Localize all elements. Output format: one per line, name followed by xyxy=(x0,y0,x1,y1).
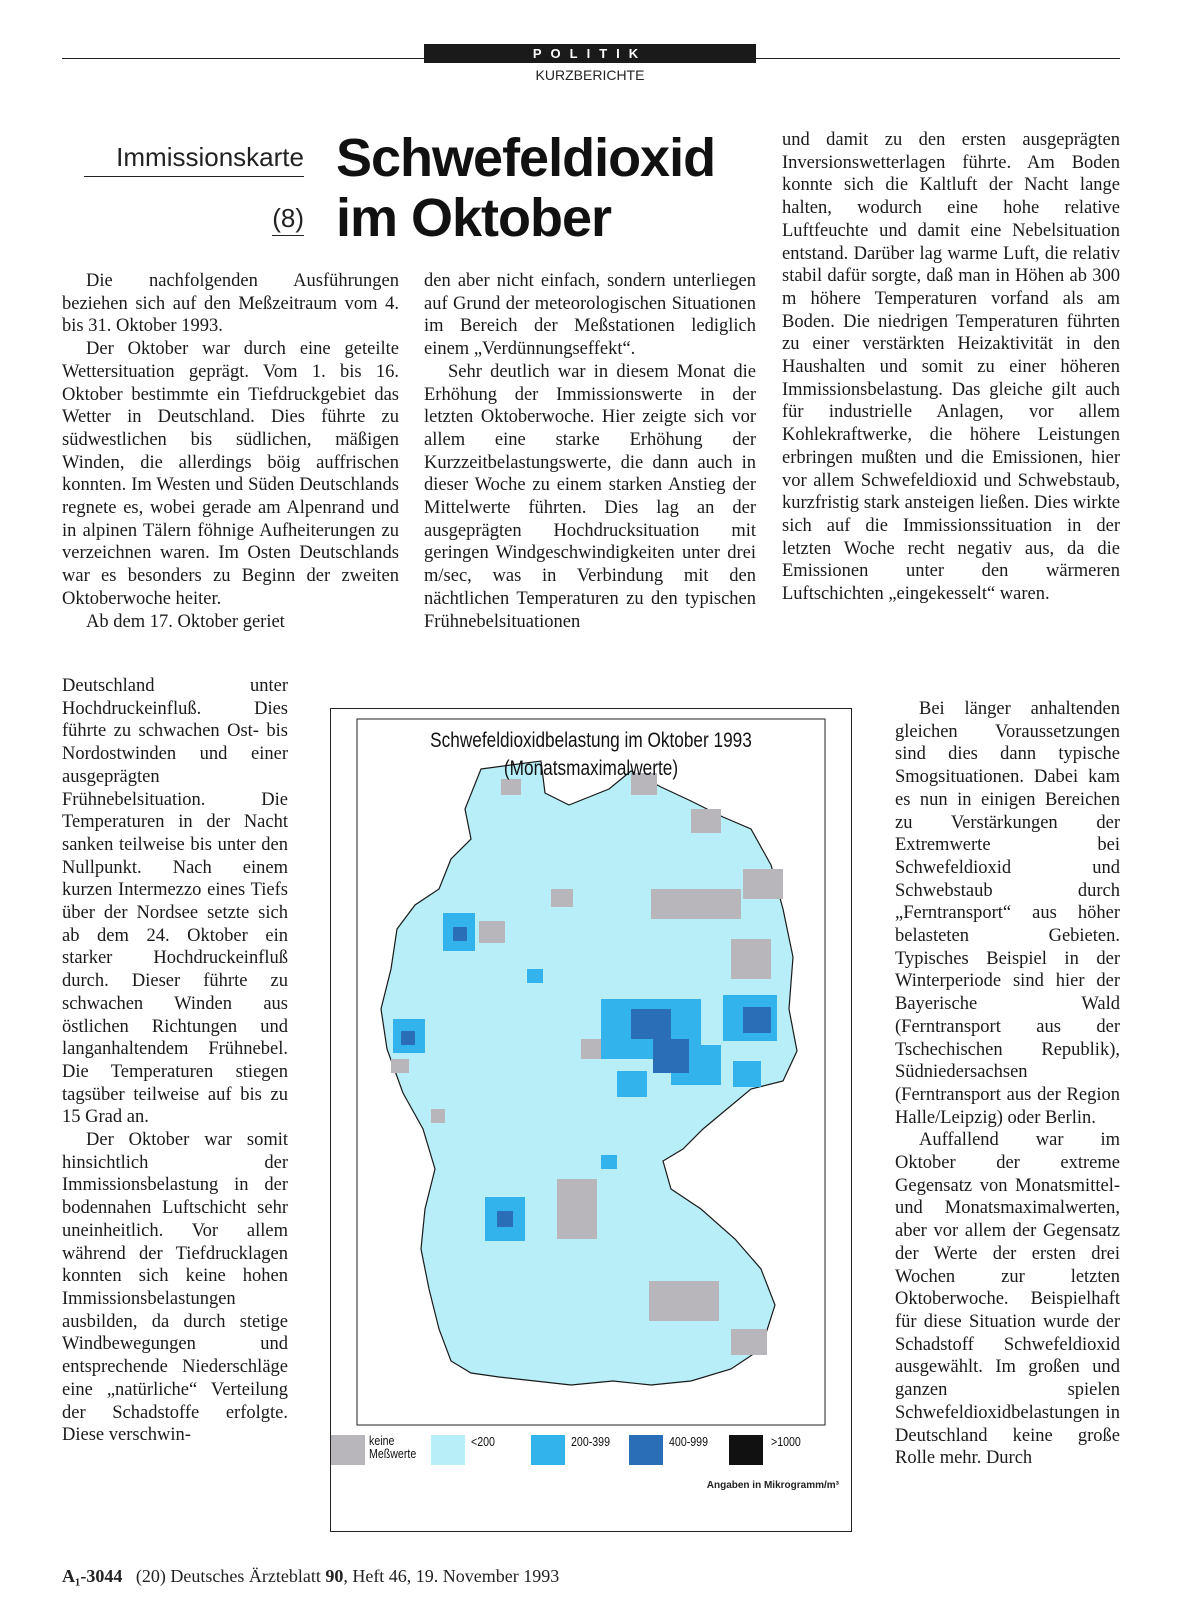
map-title xyxy=(378,727,804,783)
level-200-399-patch xyxy=(601,1155,617,1169)
series-name: Immissionskarte xyxy=(116,142,304,172)
no-data-patch xyxy=(731,1329,767,1355)
paragraph: und damit zu den ersten ausgeprägten Inversionswetterlagen führte. Am Boden konnte sich die Kaltluft der Nacht lange halten, wodurch eine hohe relative Luftfeuchte und damit eine Nebelsituation entstand. Darüber lag warme Luft, die relativ stabil dafür sorgte, daß man in Höhen ab 300 m höhere Temperaturen vorfand als am Boden. Die niedrigen Temperaturen führten zu einer verstärkten Heizaktivität in den Haushalten und somit zu einer höheren Immissionsbelastung. Das gleiche gilt auch für industrielle Anlagen, vor allem Kohlekraftwerke, die höhere Leistungen erbringen mußten und die Emissionen, hier vor allem Schwefeldioxid und Schwebstaub, kurzfristig stark ansteigen ließen. Dies wirkte sich auf die Immissionssituation in der letzten Woche recht negativ aus, da die Emissionen unter den wärmeren Luftschichten „eingekesselt“ waren. xyxy=(782,130,1120,605)
map-title-line-1: Schwefeldioxidbelastung im Oktober 1993 xyxy=(430,729,752,752)
issue-date: , Heft 46, 19. November 1993 xyxy=(343,1566,560,1586)
no-data-patch xyxy=(431,1109,445,1123)
no-data-patch xyxy=(651,889,741,919)
series-number: (8) xyxy=(84,203,304,234)
legend-label-200-399: 200-399 xyxy=(571,1435,610,1449)
paragraph: Der Oktober war durch eine geteilte Wettersituation geprägt. Vom 1. bis 16. Oktober bestimmte ein Tiefdruckgebiet das Wetter in Deutschland. Dies führte zu südwestlichen bis südlichen, mäßigen Winden, die allerdings böig auffrischen konnten. Im Westen und Süden Deutschlands regnete es, wobei gerade am Alpenrand und in alpinen Tälern föhnige Aufheiterungen zu verzeichnen waren. Im Osten Deutschlands war es besonders zu Beginn der zweiten Oktoberwoche heiter. xyxy=(62,339,399,609)
legend-swatch-no-data xyxy=(331,1435,365,1465)
level-200-399-patch xyxy=(617,1071,647,1097)
no-data-patch xyxy=(557,1179,597,1239)
column-2 xyxy=(424,270,756,633)
paragraph: Deutschland unter Hochdruckeinfluß. Dies führte zu schwachen Ost- bis Nordostwinden und einer ausgeprägten Frühnebelsituation. Die Temperaturen in der Nacht sanken teilweise bis unter den Nullpunkt. Nach einem kurzen Intermezzo eines Tiefs über der Nordsee setzte sich ab dem 24. Oktober ein starker Hochdruckeinfluß durch. Dieser führte zu schwachen Winden aus östlichen Richtungen und langanhaltendem Frühnebel. Die Temperaturen stiegen tagsüber teilweise auf bis zu 15 Grad an. xyxy=(62,676,288,1128)
level-400-999-patch xyxy=(743,1007,771,1033)
legend-label-gt1000: >1000 xyxy=(771,1435,801,1449)
legend-swatch-400-999 xyxy=(629,1435,663,1465)
column-1 xyxy=(62,270,399,633)
germany-map xyxy=(331,709,851,1531)
column-1-continued xyxy=(62,675,288,1447)
legend-swatch-lt200 xyxy=(431,1435,465,1465)
level-200-399-patch xyxy=(733,1061,761,1087)
legend-label-lt200: <200 xyxy=(471,1435,495,1449)
series-rule xyxy=(84,176,304,177)
title-line-1: Schwefeldioxid xyxy=(336,128,716,188)
map-legend xyxy=(331,1435,851,1525)
level-400-999-patch xyxy=(653,1039,689,1073)
section-label: POLITIK xyxy=(424,44,756,63)
no-data-patch xyxy=(391,1059,409,1073)
no-data-patch xyxy=(479,921,505,943)
paragraph: Sehr deutlich war in diesem Monat die Erhöhung der Immissionswerte in der letzten Oktoberwoche. Hier zeigte sich vor allem eine starke Erhöhung der Kurzzeitbelastungswerte, die dann auch in dieser Woche zu einem starken Anstieg der Mittelwerte führten. Dies lag an der ausgeprägten Hochdrucksituation mit geringen Windgeschwindigkeiten unter drei m/sec, was in Verbindung mit den nächtlichen Temperaturen zu den typischen Frühnebelsituationen xyxy=(424,361,756,632)
legend-unit-note: Angaben in Mikrogramm/m³ xyxy=(706,1480,839,1491)
page-footer xyxy=(62,1566,559,1587)
column-3 xyxy=(782,129,1120,606)
title-line-2: im Oktober xyxy=(336,188,612,248)
level-200-399-patch xyxy=(527,969,543,983)
paragraph: Bei länger anhaltenden gleichen Voraussetzungen sind dies dann typische Smogsituationen. Dabei kam es nun in einigen Bereichen zu Verstärkungen der Extremwerte bei Schwefeldioxid und Schwebstaub durch „Ferntransport“ aus höher belasteten Gebieten. Typisches Beispiel in der Winterperiode sind hier der Bayerische Wald (Ferntransport aus der Tschechischen Republik), Südniedersachsen (Ferntransport aus der Region Halle/Leipzig) oder Berlin. xyxy=(895,699,1120,1128)
level-400-999-patch xyxy=(453,927,467,941)
map-figure xyxy=(330,708,852,1532)
level-400-999-patch xyxy=(401,1031,415,1045)
no-data-patch xyxy=(649,1281,719,1321)
paragraph: Die nachfolgenden Ausführungen beziehen sich auf den Meßzeitraum vom 4. bis 31. Oktober 1993. xyxy=(62,271,399,337)
paragraph: Der Oktober war somit hinsichtlich der Immissionsbelastung in der bodennahen Luftschicht sehr uneinheitlich. Vor allem während der Tiefdrucklagen konnten sich keine hohen Immissionsbelastungen ausbilden, da durch stetige Windbewegungen und entsprechende Niederschläge eine „natürliche“ Verteilung der Schadstoffe erfolgte. Diese verschwin- xyxy=(62,1130,288,1446)
map-title-line-2: (Monatsmaximalwerte) xyxy=(503,757,679,780)
legend-label-no-data: keine Meßwerte xyxy=(369,1434,417,1461)
subsection-label: KURZBERICHTE xyxy=(535,67,645,83)
no-data-patch xyxy=(691,809,721,833)
no-data-patch xyxy=(731,939,771,979)
legend-swatch-gt1000 xyxy=(729,1435,763,1465)
level-400-999-patch xyxy=(497,1211,513,1227)
no-data-patch xyxy=(743,869,783,899)
article-title xyxy=(336,128,766,248)
no-data-patch xyxy=(551,889,573,907)
legend-label-400-999: 400-999 xyxy=(669,1435,708,1449)
issue-text: (20) Deutsches Ärzteblatt xyxy=(135,1566,321,1586)
paragraph: den aber nicht einfach, sondern unterliegen auf Grund der meteorologischen Situationen im Bereich der Meßstationen lediglich einem „Verdünnungseffekt“. xyxy=(424,271,756,360)
paragraph: Auffallend war im Oktober der extreme Gegensatz von Monatsmittel- und Monatsmaximalwerten, aber vor allem der Gegensatz der Werte der ersten drei Wochen zur letzten Oktoberwoche. Beispielhaft für diese Situation wurde der Schadstoff Schwefeldioxid ausgewählt. Im großen und ganzen spielen Schwefeldioxidbelastungen in Deutschland keine große Rolle mehr. Durch xyxy=(895,1130,1120,1469)
legend-swatch-200-399 xyxy=(531,1435,565,1465)
column-3-continued xyxy=(895,698,1120,1470)
page-reference: A₁-3044 xyxy=(62,1566,123,1586)
level-400-999-patch xyxy=(631,1009,671,1039)
volume-number: 90 xyxy=(325,1566,344,1586)
paragraph: Ab dem 17. Oktober geriet xyxy=(86,611,285,632)
